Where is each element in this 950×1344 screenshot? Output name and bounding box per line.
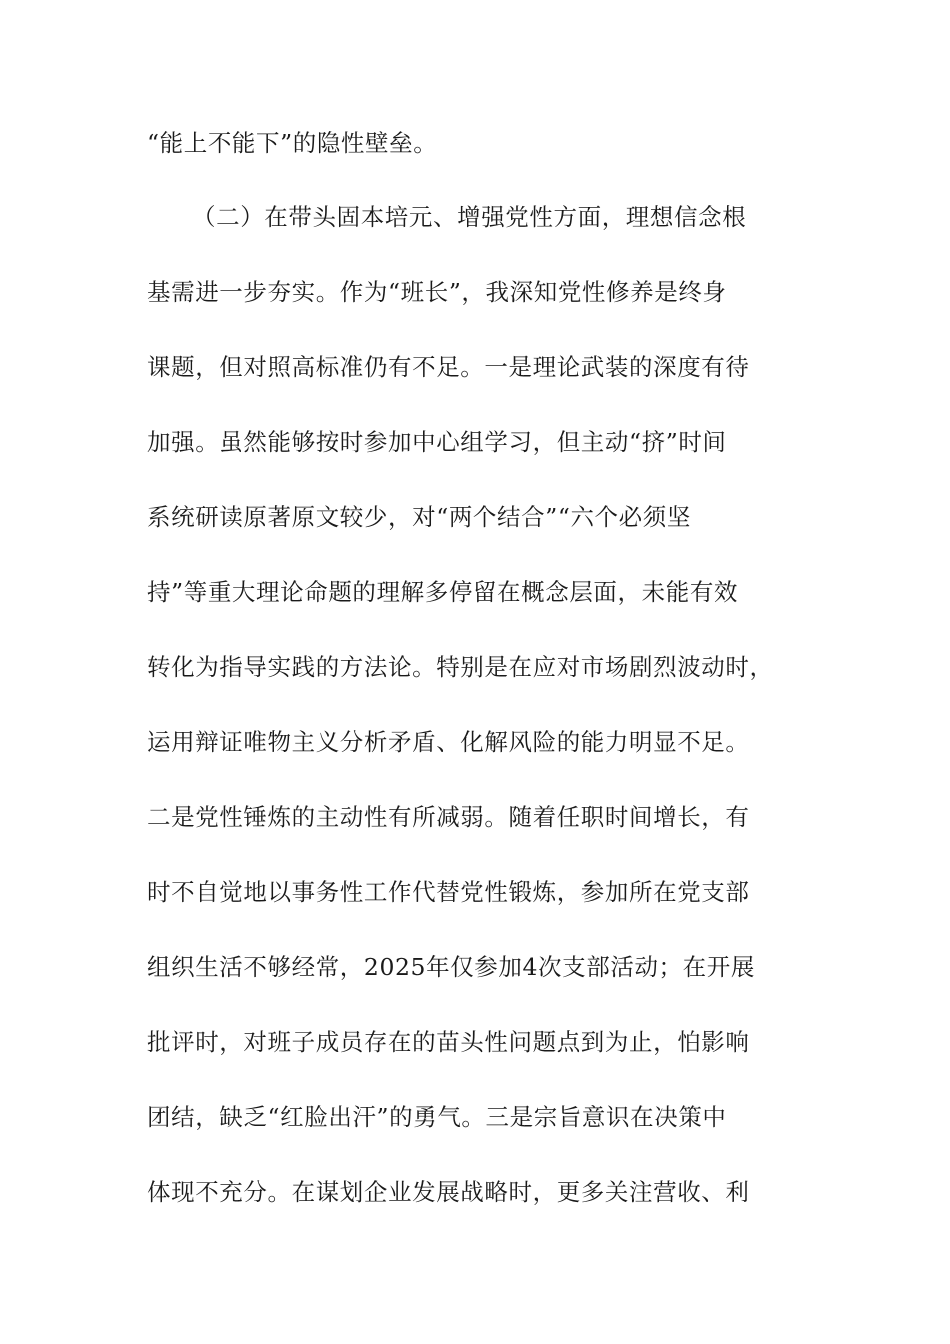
text-line-8: 转化为指导实践的方法论。特别是在应对市场剧烈波动时， (147, 653, 774, 681)
text-line-10: 二是党性锤炼的主动性有所减弱。随着任职时间增长，有 (147, 803, 750, 831)
text-line-6: 系统研读原著原文较少，对“两个结合”“六个必须坚 (147, 503, 691, 531)
text-line-14: 团结，缺乏“红脸出汗”的勇气。三是宗旨意识在决策中 (147, 1103, 727, 1131)
text-line-15: 体现不充分。在谋划企业发展战略时，更多关注营收、利 (147, 1178, 750, 1206)
text-line-13: 批评时，对班子成员存在的苗头性问题点到为止，怕影响 (147, 1028, 750, 1056)
text-line-9: 运用辩证唯物主义分析矛盾、化解风险的能力明显不足。 (147, 728, 750, 756)
text-line-5: 加强。虽然能够按时参加中心组学习，但主动“挤”时间 (147, 428, 727, 456)
text-line-12: 组织生活不够经常，2025年仅参加4次支部活动；在开展 (147, 953, 755, 981)
text-line-4: 课题，但对照高标准仍有不足。一是理论武装的深度有待 (147, 353, 750, 381)
text-line-11: 时不自觉地以事务性工作代替党性锻炼，参加所在党支部 (147, 878, 750, 906)
section-heading-line: （二）在带头固本培元、增强党性方面，理想信念根 (192, 203, 747, 231)
text-line-1: “能上不能下”的隐性壁垒。 (147, 129, 438, 157)
text-line-7: 持”等重大理论命题的理解多停留在概念层面，未能有效 (147, 578, 739, 606)
text-line-3: 基需进一步夯实。作为“班长”，我深知党性修养是终身 (147, 278, 727, 306)
